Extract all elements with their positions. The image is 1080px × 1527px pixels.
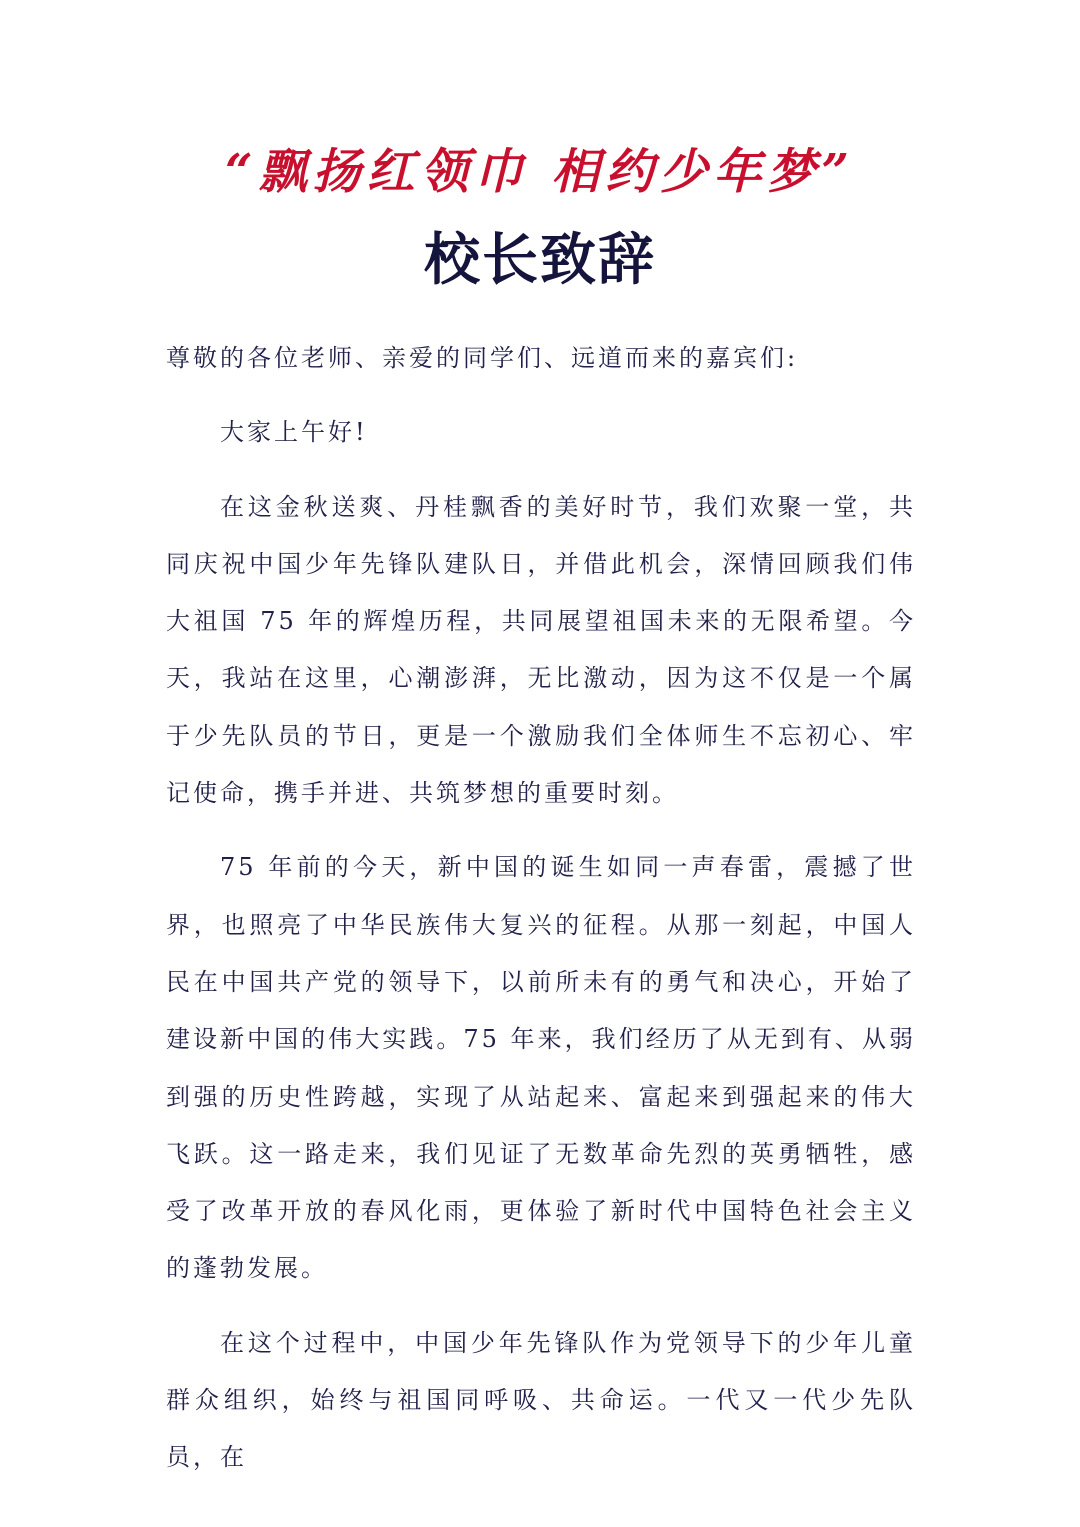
headline: “飘扬红领巾 相约少年梦” [225,144,855,200]
salutation: 尊敬的各位老师、亲爱的同学们、远道而来的嘉宾们: [166,344,799,372]
paragraph-2: 75 年前的今天，新中国的诞生如同一声春雷，震撼了世界，也照亮了中华民族伟大复兴的征程。从那一刻起，中国人民在中国共产党的领导下，以前所未有的勇气和决心，开始了建设新中国的伟大实践。75 年来，我们经历了从无到有、从弱到强的历史性跨越，实现了从站起来、富起来到强起来的伟大飞跃。这一路走来，我们见证了无数革命先烈的英勇牺牲，感受了改革开放的春风化雨，更体验了新时代中国特色社会主义的蓬勃发展。 [166,853,916,1283]
speech-body [166,330,916,1504]
page-title: 校长致辞 [424,227,656,293]
paragraph-1: 在这金秋送爽、丹桂飘香的美好时节，我们欢聚一堂，共同庆祝中国少年先锋队建队日，并借此机会，深情回顾我们伟大祖国 75 年的辉煌历程，共同展望祖国未来的无限希望。今天，我站在这里，心潮澎湃，无比激动，因为这不仅是一个属于少先队员的节日，更是一个激励我们全体师生不忘初心、牢记使命，携手并进、共筑梦想的重要时刻。 [166,492,916,808]
paragraph-greeting: 大家上午好! [220,418,368,447]
paragraph-3: 在这个过程中，中国少年先锋队作为党领导下的少年儿童群众组织，始终与祖国同呼吸、共命运。一代又一代少先队员，在 [166,1328,916,1472]
